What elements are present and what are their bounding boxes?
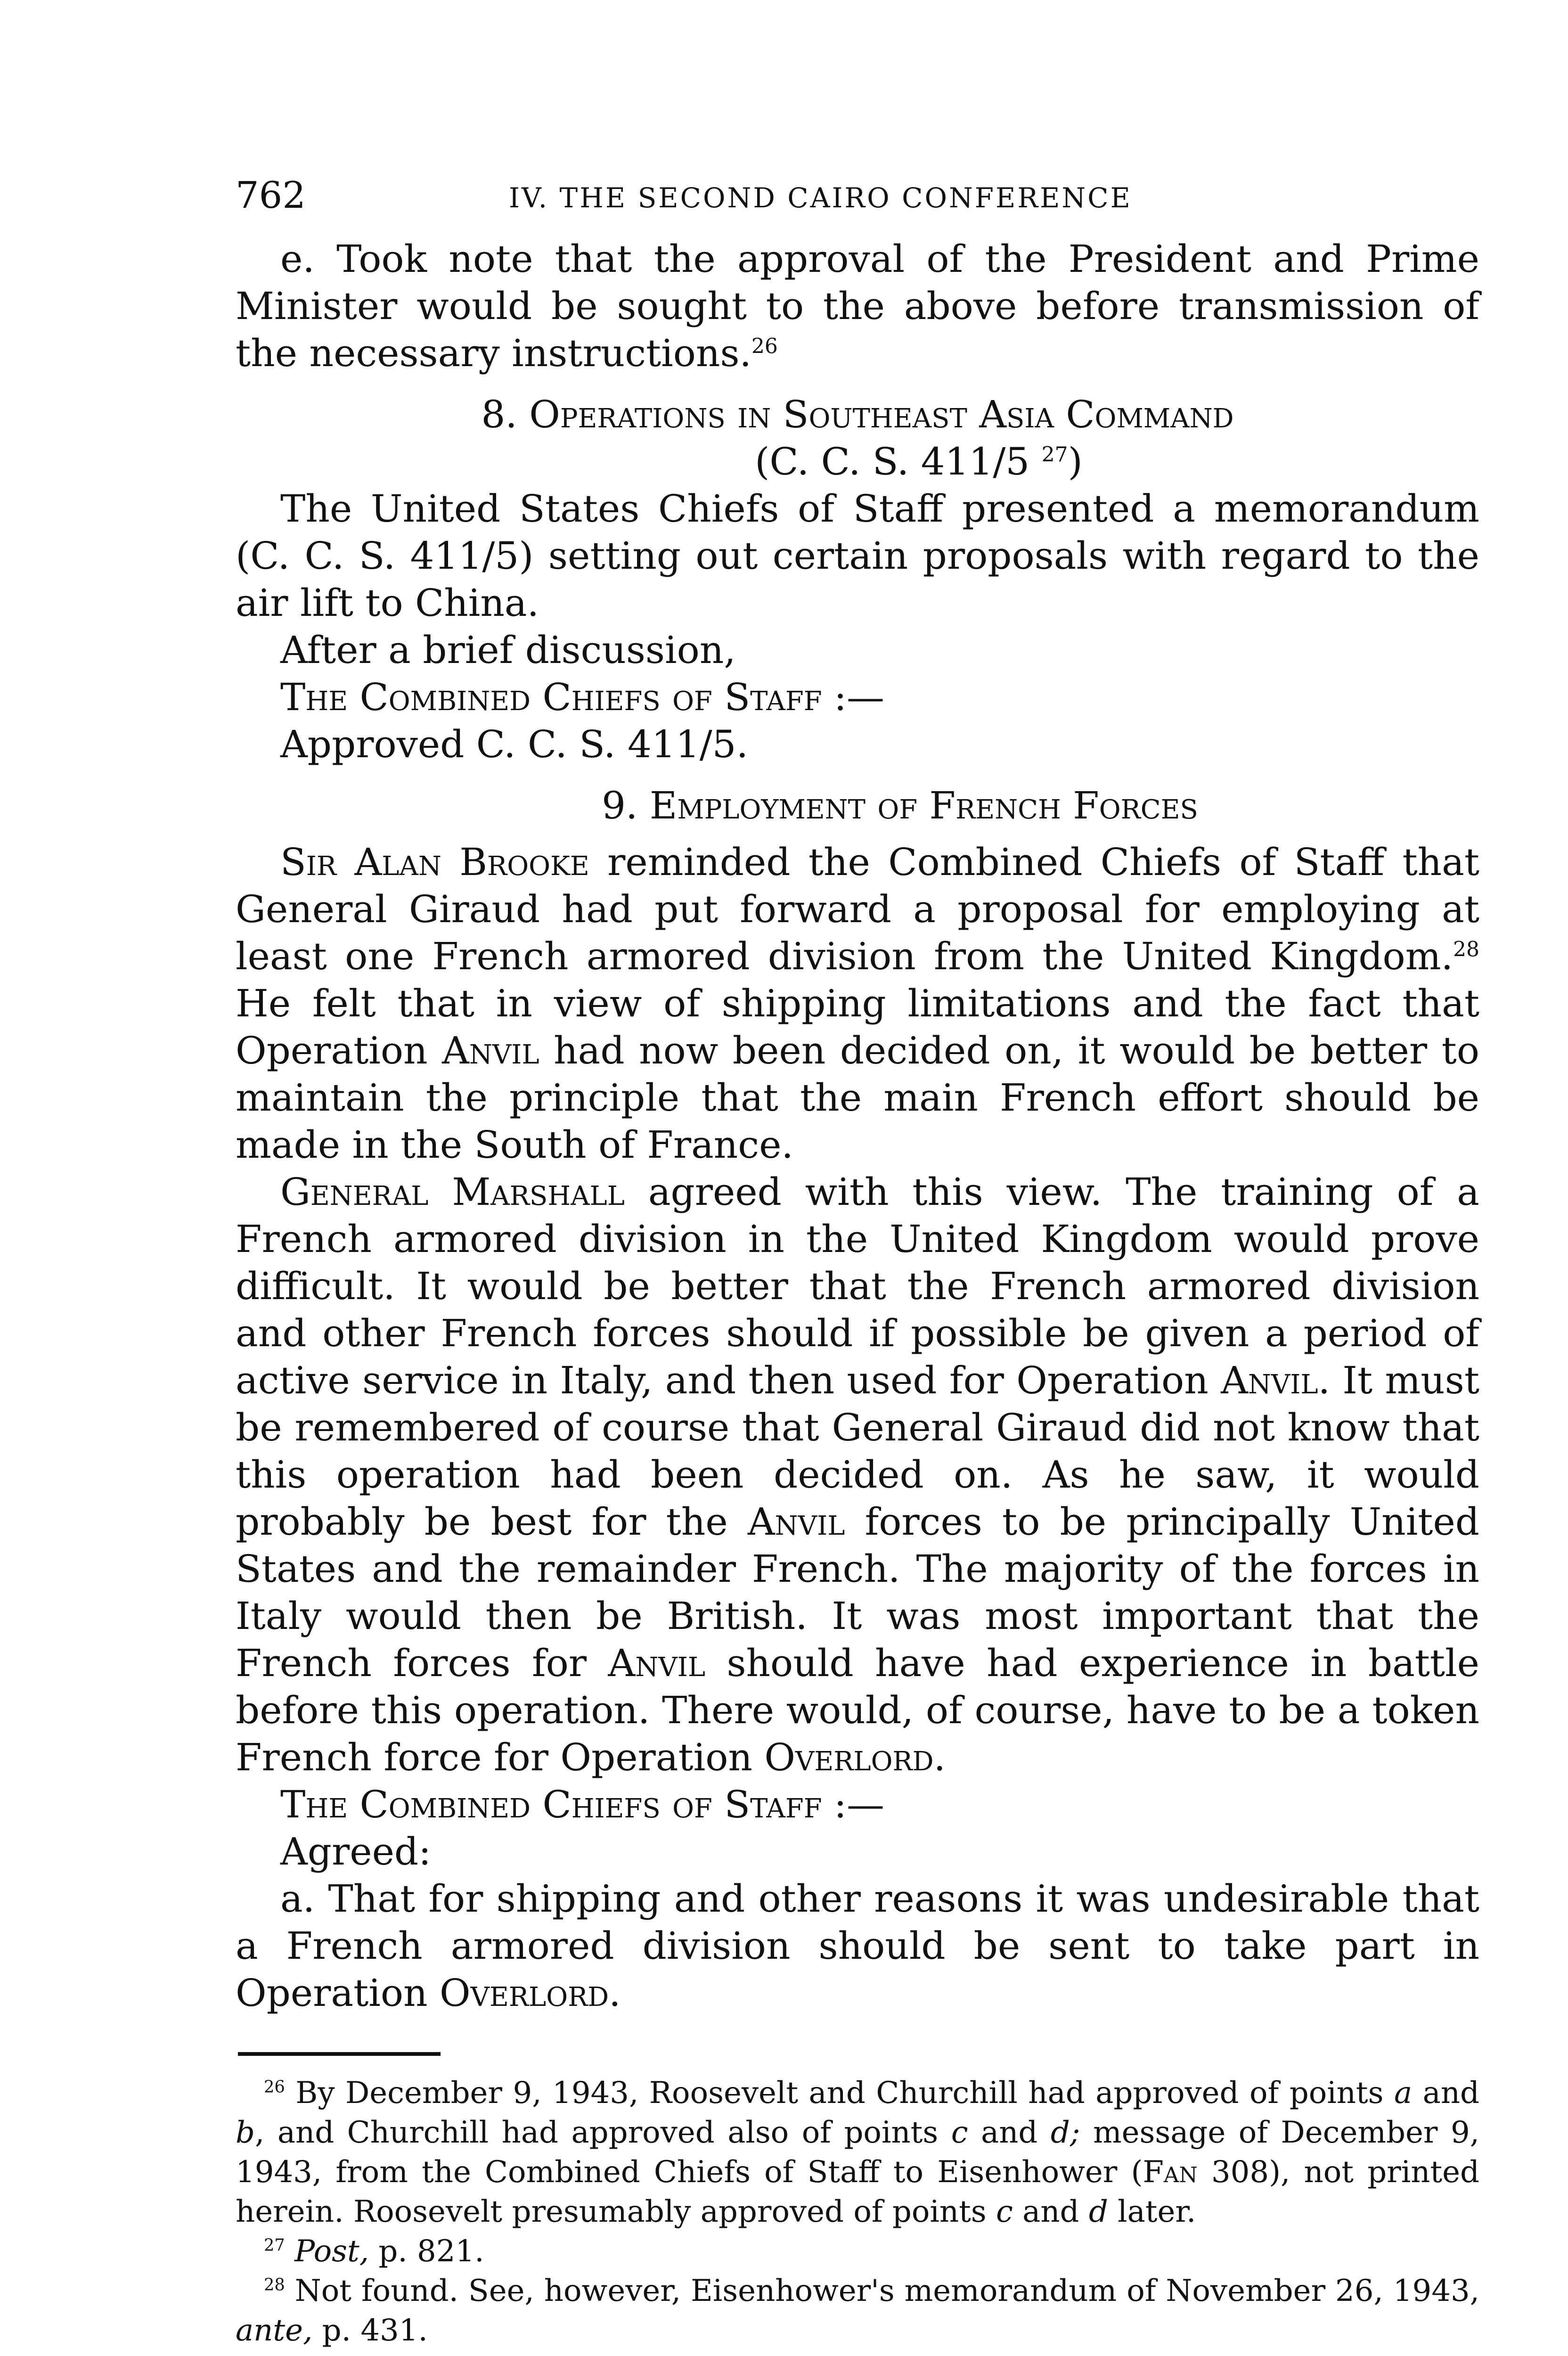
footnote-ref-28: 28 [1453,937,1479,962]
running-head: IV. THE SECOND CAIRO CONFERENCE [509,182,1132,214]
section-heading-9: 9. Employment of French Forces [602,784,1198,827]
footnote-27: $^{27}$ Post, p. 821. [264,2234,484,2269]
operation-name: Overlord [764,1735,934,1779]
paragraph-9-1: Sir Alan Brooke reminded the Combined Chiefs of Staff that General Giraud had put forward a proposal for employing at least one French armored division from the United Kingdom.$^{28}$ He felt that in view of shipping limitations and the fact that Operation Anvil had now been decided on, it would be better to maintain the principle that the main French effort should be made in the South of France. [236,840,1479,1167]
paragraph-9-5: a. That for shipping and other reasons it was undesirable that a French armored division should be sent to take part in Operation Overlord. [236,1877,1479,2015]
page-number: 762 [236,174,306,217]
operation-name: Anvil [442,1029,539,1072]
paragraph-8-2: After a brief discussion, [280,628,736,672]
speaker-brooke: Sir Alan Brooke [280,840,589,884]
section-heading-8-ref: (C. C. S. 411/5 $^{27}$) [755,440,1083,483]
paragraph-e: e. Took note that the approval of the President and Prime Minister would be sought to the above before transmission of the necessary instructions.$^{26}$ [236,237,1479,375]
footnotes [236,2073,1479,2350]
paragraph-8-1: The United States Chiefs of Staff presented a memorandum (C. C. S. 411/5) setting out certain proposals with regard to the air lift to China. [236,487,1479,625]
paragraph-9-3: The Combined Chiefs of Staff :— [280,1783,884,1826]
operation-name: Anvil [608,1641,706,1685]
body-text [236,236,1479,2017]
paragraph-8-4: Approved C. C. S. 411/5. [280,722,749,766]
operation-name: Overlord [439,1971,609,2015]
speaker-marshall: General Marshall [280,1170,625,1214]
footnote-ref-26: 26 [751,334,778,359]
operation-name: Anvil [1221,1358,1318,1402]
paragraph-9-4: Agreed: [280,1830,432,1873]
operation-name: Anvil [747,1500,845,1544]
footnote-divider [238,2052,441,2056]
footnote-ref-27: 27 [1041,442,1068,467]
section-heading-8: 8. Operations in Southeast Asia Command [481,393,1234,436]
paragraph-8-3: The Combined Chiefs of Staff :— [280,675,884,719]
page-header [236,170,1470,221]
paragraph-9-2: General Marshall agreed with this view. The training of a French armored division in the United Kingdom would prove difficult. It would be better that the French armored division and other French forces should if possible be given a period of active service in Italy, and then used for Operation Anvil. It must be remembered of course that General Giraud did not know that this operation had been decided on. As he saw, it would probably be best for the Anvil forces to be principally United States and the remainder French. The majority of the forces in Italy would then be British. It was most important that the French forces for Anvil should have had experience in battle before this operation. There would, of course, have to be a token French force for Operation Overlord. [236,1170,1480,1779]
footnote-28: $^{28}$ Not found. See, however, Eisenhower's memorandum of November 26, 1943, ante, p. 431. [236,2274,1479,2348]
footnote-26: $^{26}$ By December 9, 1943, Roosevelt and Churchill had approved of points a and b, and Churchill had approved also of points c and d; message of December 9, 1943, from the Combined Chiefs of Staff to Eisenhower (Fan 308), not printed herein. Roosevelt presumably approved of points c and d later. [236,2076,1480,2229]
